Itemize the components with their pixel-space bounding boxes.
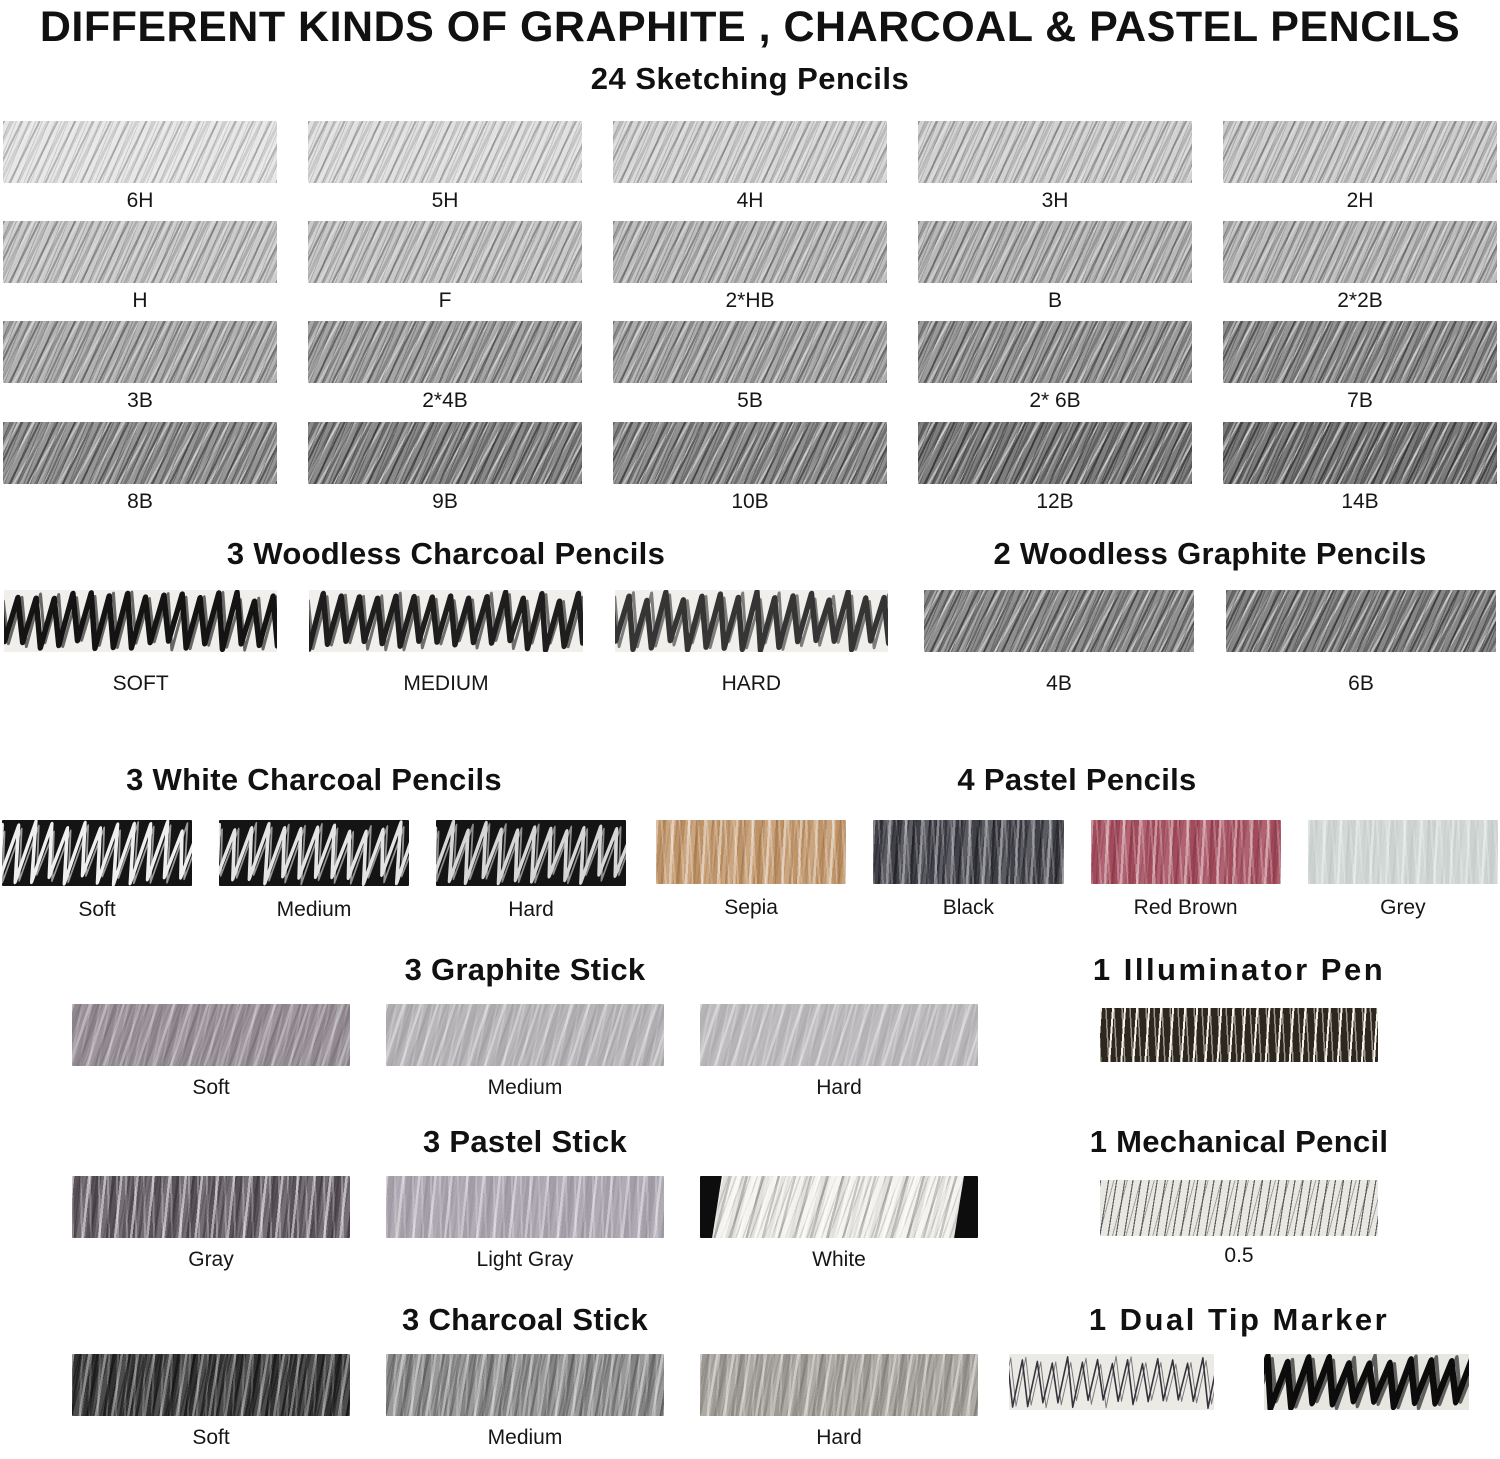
charcoal-stick-marker-row [0, 1302, 1500, 1450]
sepia-cell [656, 820, 846, 920]
label-9b: 9B [432, 489, 458, 513]
woodless-graphite-section [924, 536, 1496, 696]
f-cell [308, 221, 582, 313]
label-black: Black [942, 895, 995, 919]
swatch-gray [72, 1176, 350, 1238]
label-medium: Medium [487, 1426, 563, 1450]
6h-cell [3, 121, 277, 213]
label-3h: 3H [1041, 189, 1069, 213]
label-red-brown: Red Brown [1133, 895, 1238, 919]
swatch-10b [613, 422, 887, 484]
white-charcoal-swatches [2, 820, 626, 922]
soft-cell [2, 820, 192, 922]
mechanical-pencil-heading: 1 Mechanical Pencil [1089, 1124, 1389, 1160]
illuminator-section [978, 952, 1500, 1100]
label-5b: 5B [737, 389, 763, 413]
swatch-medium [386, 1354, 664, 1416]
label-6b: 6B [1348, 671, 1374, 695]
swatch-4h [613, 121, 887, 183]
pastel-pencil-swatches [656, 820, 1498, 920]
white-cell [700, 1176, 978, 1272]
swatch-medium [219, 820, 409, 886]
label-hard: Hard [508, 897, 554, 921]
swatch-soft [4, 590, 277, 652]
swatch-2h [1223, 121, 1497, 183]
label-sepia: Sepia [724, 895, 778, 919]
woodless-graphite-heading: 2 Woodless Graphite Pencils [993, 535, 1427, 571]
label-2-hb: 2*HB [725, 289, 775, 313]
woodless-row [0, 536, 1500, 696]
light-gray-cell [386, 1176, 664, 1272]
soft-cell [4, 590, 277, 696]
charcoal-stick-heading: 3 Charcoal Stick [401, 1302, 649, 1338]
swatch-7b [1223, 321, 1497, 383]
swatch-14b [1223, 422, 1497, 484]
2-2b-cell [1223, 221, 1497, 313]
mechanical-pencil-swatch [1100, 1180, 1378, 1236]
swatch-hard [436, 820, 626, 886]
label-medium: Medium [276, 897, 352, 921]
label-b: B [1047, 289, 1062, 313]
label-soft: Soft [78, 897, 116, 921]
illuminator-heading: 1 Illuminator Pen [1092, 952, 1386, 987]
swatch-h [3, 221, 277, 283]
swatch-hard [700, 1354, 978, 1416]
label-2-4b: 2*4B [422, 389, 468, 413]
h-cell [3, 221, 277, 313]
swatch-3b [3, 321, 277, 383]
2h-cell [1223, 121, 1497, 213]
graphite-stick-section [0, 952, 978, 1100]
hard-cell [436, 820, 626, 922]
2-4b-cell [308, 321, 582, 413]
swatch-2-hb [613, 221, 887, 283]
swatch-medium [386, 1004, 664, 1066]
label-12b: 12B [1036, 489, 1074, 513]
label-soft: Soft [192, 1076, 230, 1099]
swatch-3h [918, 121, 1192, 183]
label-medium: Medium [487, 1076, 563, 1099]
pastel-stick-mechanical-row [0, 1124, 1500, 1272]
swatch-5b [613, 321, 887, 383]
3b-cell [3, 321, 277, 413]
label-f: F [438, 289, 452, 313]
label-3b: 3B [127, 389, 153, 413]
white-charcoal-section [2, 762, 626, 922]
9b-cell [308, 422, 582, 514]
pastel-pencils-section [656, 762, 1498, 922]
dual-tip-marker-heading: 1 Dual Tip Marker [1088, 1302, 1390, 1338]
charcoal-stick-section [0, 1302, 978, 1450]
label-medium: MEDIUM [403, 671, 489, 695]
medium-cell [386, 1004, 664, 1100]
woodless-charcoal-section [4, 536, 888, 696]
swatch-white [700, 1176, 978, 1238]
4h-cell [613, 121, 887, 213]
label-2-6b: 2* 6B [1029, 389, 1081, 413]
14b-cell [1223, 422, 1497, 514]
label-8b: 8B [127, 489, 153, 513]
label-h: H [132, 289, 148, 313]
graphite-stick-illuminator-row [0, 952, 1500, 1100]
5b-cell [613, 321, 887, 413]
swatch-2-6b [918, 321, 1192, 383]
label-5h: 5H [431, 189, 459, 213]
page-title: DIFFERENT KINDS OF GRAPHITE , CHARCOAL & PASTEL PENCILS [39, 3, 1461, 51]
2-6b-cell [918, 321, 1192, 413]
6b-cell [1226, 590, 1496, 696]
2-hb-cell [613, 221, 887, 313]
swatch-f [308, 221, 582, 283]
black-cell [873, 820, 1063, 920]
medium-cell [309, 590, 582, 696]
swatch-grey [1308, 820, 1498, 884]
label-hard: Hard [816, 1076, 862, 1099]
swatch-soft [72, 1354, 350, 1416]
4b-cell [924, 590, 1194, 696]
soft-cell [72, 1004, 350, 1100]
swatch-b [918, 221, 1192, 283]
swatch-hard [700, 1004, 978, 1066]
pastel-stick-swatches [72, 1176, 978, 1272]
charcoal-stick-swatches [72, 1354, 978, 1450]
swatch-5h [308, 121, 582, 183]
swatch-2-2b [1223, 221, 1497, 283]
label-6h: 6H [126, 189, 154, 213]
hard-cell [700, 1354, 978, 1450]
12b-cell [918, 422, 1192, 514]
medium-cell [219, 820, 409, 922]
dual-tip-swatches [1009, 1354, 1469, 1410]
swatch-8b [3, 422, 277, 484]
swatch-sepia [656, 820, 846, 884]
label-7b: 7B [1347, 389, 1373, 413]
swatch-12b [918, 422, 1192, 484]
label-10b: 10B [731, 489, 769, 513]
label-hard: HARD [721, 671, 782, 695]
label-soft: SOFT [112, 671, 169, 695]
woodless-graphite-swatches [924, 590, 1496, 696]
woodless-charcoal-swatches [4, 590, 888, 696]
swatch-medium [309, 590, 582, 652]
swatch-black [873, 820, 1063, 884]
swatch-9b [308, 422, 582, 484]
soft-cell [72, 1354, 350, 1450]
swatch-2-4b [308, 321, 582, 383]
medium-cell [386, 1354, 664, 1450]
swatch-6h [3, 121, 277, 183]
label-light-gray: Light Gray [476, 1248, 574, 1272]
8b-cell [3, 422, 277, 514]
fine-tip-swatch [1009, 1354, 1214, 1410]
label-white: White [812, 1248, 866, 1272]
label-2h: 2H [1346, 189, 1374, 213]
label-soft: Soft [192, 1426, 230, 1450]
graphite-stick-swatches [72, 1004, 978, 1100]
label-4h: 4H [736, 189, 764, 213]
label-2-2b: 2*2B [1337, 289, 1383, 313]
sketching-heading: 24 Sketching Pencils [590, 61, 910, 97]
5h-cell [308, 121, 582, 213]
pastel-stick-heading: 3 Pastel Stick [422, 1124, 628, 1160]
swatch-4b [924, 590, 1194, 652]
white-stick-stroke [711, 1176, 964, 1238]
dual-tip-marker-section [978, 1302, 1500, 1450]
hard-cell [615, 590, 888, 696]
7b-cell [1223, 321, 1497, 413]
b-cell [918, 221, 1192, 313]
swatch-soft [72, 1004, 350, 1066]
red-brown-cell [1091, 820, 1281, 920]
illuminator-swatch [1100, 1008, 1378, 1062]
pastel-stick-section [0, 1124, 978, 1272]
3h-cell [918, 121, 1192, 213]
swatch-red-brown [1091, 820, 1281, 884]
hard-cell [700, 1004, 978, 1100]
label-gray: Gray [188, 1248, 234, 1272]
grey-cell [1308, 820, 1498, 920]
swatch-6b [1226, 590, 1496, 652]
swatch-light-gray [386, 1176, 664, 1238]
white-charcoal-heading: 3 White Charcoal Pencils [126, 761, 502, 797]
10b-cell [613, 422, 887, 514]
pastel-pencils-heading: 4 Pastel Pencils [957, 761, 1197, 797]
woodless-charcoal-heading: 3 Woodless Charcoal Pencils [226, 535, 666, 571]
white-charcoal-pastel-row [0, 762, 1500, 922]
label-4b: 4B [1046, 671, 1072, 695]
mechanical-pencil-section [978, 1124, 1500, 1272]
gray-cell [72, 1176, 350, 1272]
label-grey: Grey [1380, 895, 1426, 919]
broad-tip-swatch [1264, 1354, 1469, 1410]
swatch-soft [2, 820, 192, 886]
sketching-swatch-grid [3, 121, 1497, 514]
label-14b: 14B [1341, 489, 1379, 513]
mechanical-size-label: 0.5 [1224, 1244, 1254, 1268]
swatch-hard [615, 590, 888, 652]
graphite-stick-heading: 3 Graphite Stick [404, 952, 646, 987]
label-hard: Hard [816, 1426, 862, 1450]
